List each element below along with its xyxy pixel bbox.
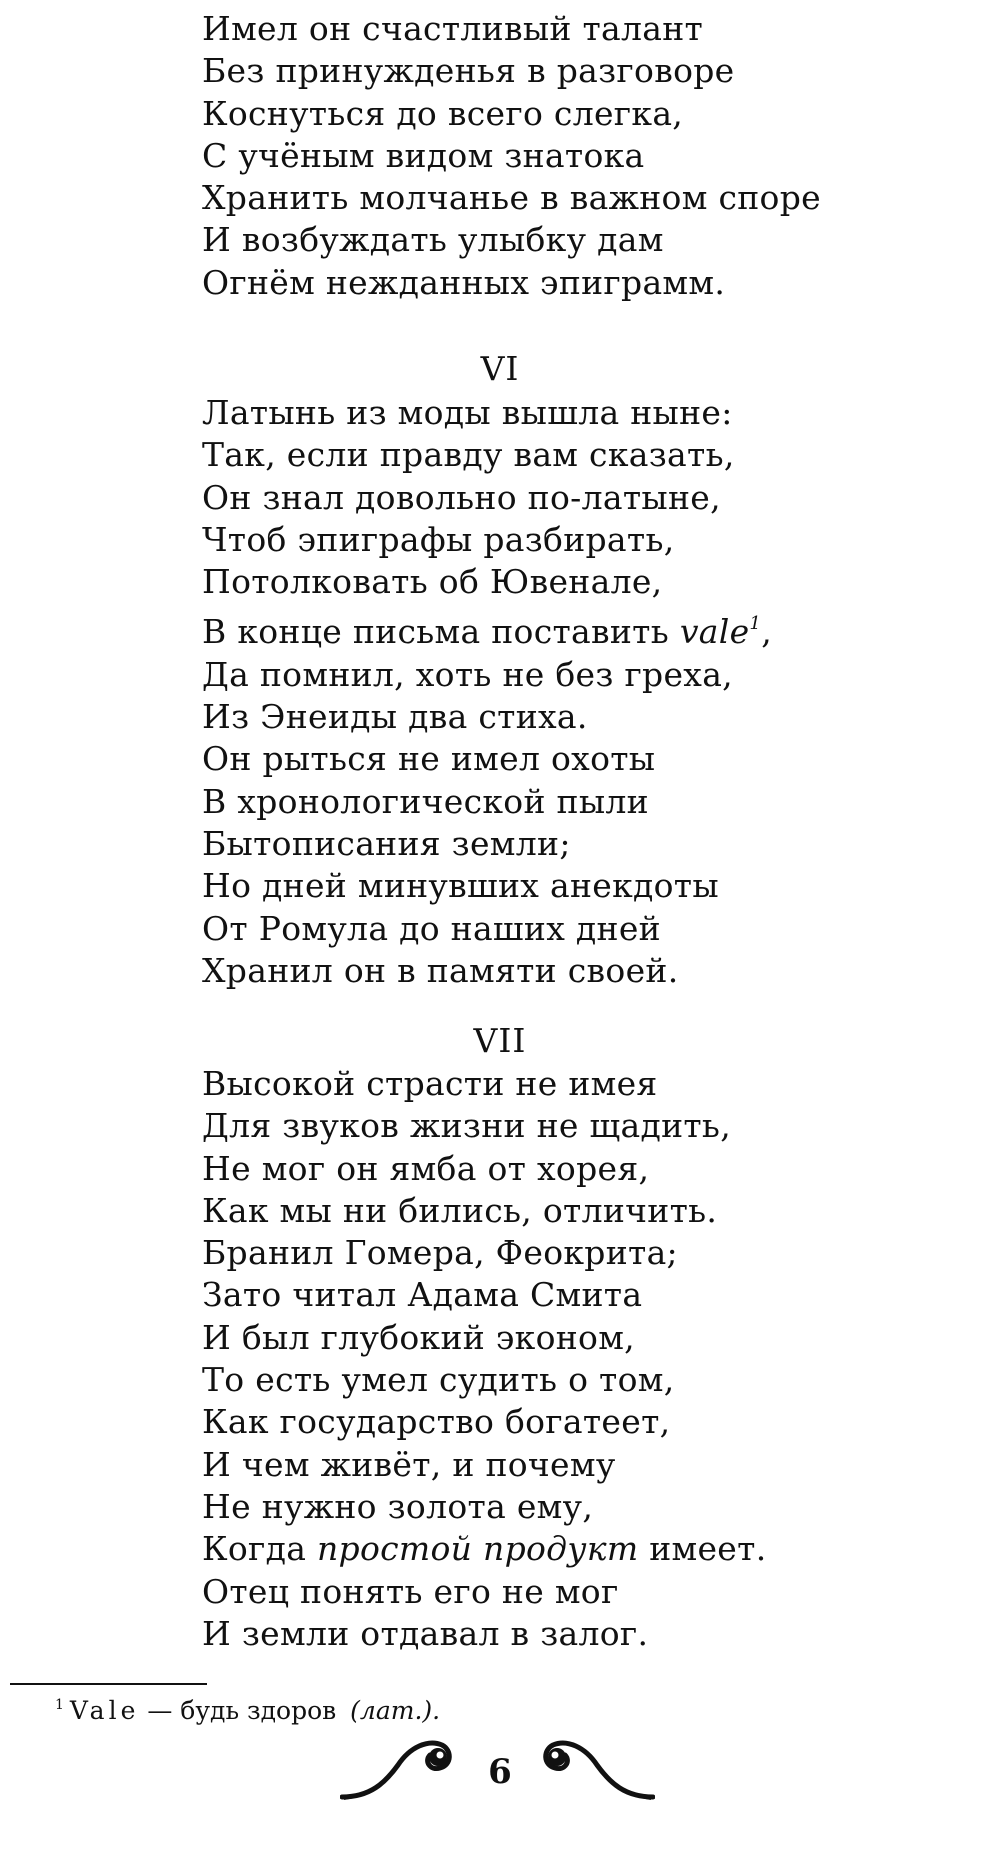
verse-line-with-emphasis bbox=[202, 1528, 766, 1570]
left-scroll-ornament-icon bbox=[340, 1735, 455, 1805]
stanza-numeral-vii: VII bbox=[473, 1021, 527, 1060]
verse-line: Не нужно золота ему, bbox=[202, 1486, 594, 1526]
verse-text: Когда bbox=[202, 1529, 317, 1569]
verse-line: Из Энеиды два стиха. bbox=[202, 697, 588, 737]
stanza-continuation bbox=[202, 8, 821, 304]
verse-line: Хранил он в памяти своей. bbox=[202, 950, 679, 990]
verse-line: И был глубокий эконом, bbox=[202, 1317, 635, 1357]
verse-line: В хронологической пыли bbox=[202, 781, 649, 821]
verse-line: Как мы ни бились, отличить. bbox=[202, 1190, 718, 1230]
verse-line: Он знал довольно по-латыне, bbox=[202, 477, 721, 517]
verse-line: Не мог он ямба от хорея, bbox=[202, 1148, 650, 1188]
verse-line: Огнём нежданных эпиграмм. bbox=[202, 262, 726, 302]
verse-line: Коснуться до всего слегка, bbox=[202, 93, 684, 133]
verse-line: Латынь из моды вышла ныне: bbox=[202, 393, 733, 432]
verse-line: Зато читал Адама Смита bbox=[202, 1275, 643, 1315]
footnote-term: Vale bbox=[69, 1696, 140, 1725]
verse-line: Хранить молчанье в важном споре bbox=[202, 178, 821, 218]
verse-line: Бранил Гомера, Феокрита; bbox=[202, 1233, 678, 1273]
footnote-text: — будь здоров bbox=[139, 1696, 345, 1725]
emphasized-phrase: простой продукт bbox=[316, 1529, 639, 1569]
verse-line: Отец понять его не мог bbox=[202, 1571, 619, 1611]
verse-line: От Ромула до наших дней bbox=[202, 908, 661, 948]
verse-line: Для звуков жизни не щадить, bbox=[202, 1106, 731, 1146]
verse-line-with-footnote bbox=[202, 603, 772, 653]
verse-punctuation: , bbox=[761, 612, 772, 652]
stanza-vi bbox=[202, 392, 772, 992]
latin-word: vale bbox=[679, 612, 750, 652]
verse-text: имеет. bbox=[638, 1529, 767, 1569]
stanza-numeral-vi: VI bbox=[480, 349, 520, 388]
right-scroll-ornament-icon bbox=[540, 1735, 655, 1805]
verse-line: Без принужденья в разговоре bbox=[202, 51, 735, 91]
verse-line: Имел он счастливый талант bbox=[202, 9, 704, 48]
verse-line: Бытописания земли; bbox=[202, 823, 571, 863]
footnote-divider bbox=[10, 1683, 207, 1685]
stanza-vii bbox=[202, 1063, 766, 1655]
verse-line: Но дней минувших анекдоты bbox=[202, 866, 719, 906]
verse-line: Да помнил, хоть не без греха, bbox=[202, 654, 733, 694]
verse-line: Чтоб эпиграфы разбирать, bbox=[202, 519, 675, 559]
footnote-marker: 1 bbox=[749, 613, 762, 635]
verse-line: То есть умел судить о том, bbox=[202, 1360, 675, 1400]
verse-line: Так, если правду вам сказать, bbox=[202, 435, 735, 475]
footnote bbox=[55, 1688, 440, 1728]
verse-line: Он рыться не имел охоты bbox=[202, 739, 656, 779]
verse-line: И возбуждать улыбку дам bbox=[202, 220, 664, 260]
verse-text: В конце письма поставить bbox=[202, 612, 680, 652]
verse-line: И чем живёт, и почему bbox=[202, 1444, 616, 1484]
verse-line: И земли отдавал в залог. bbox=[202, 1613, 649, 1653]
page-number: 6 bbox=[488, 1752, 512, 1792]
footnote-language: (лат.). bbox=[350, 1696, 441, 1725]
verse-line: Потолковать об Ювенале, bbox=[202, 562, 663, 602]
verse-line: Как государство богатеет, bbox=[202, 1402, 671, 1442]
verse-line: Высокой страсти не имея bbox=[202, 1064, 658, 1103]
verse-line: С учёным видом знатока bbox=[202, 135, 645, 175]
footnote-marker: 1 bbox=[55, 1697, 64, 1713]
